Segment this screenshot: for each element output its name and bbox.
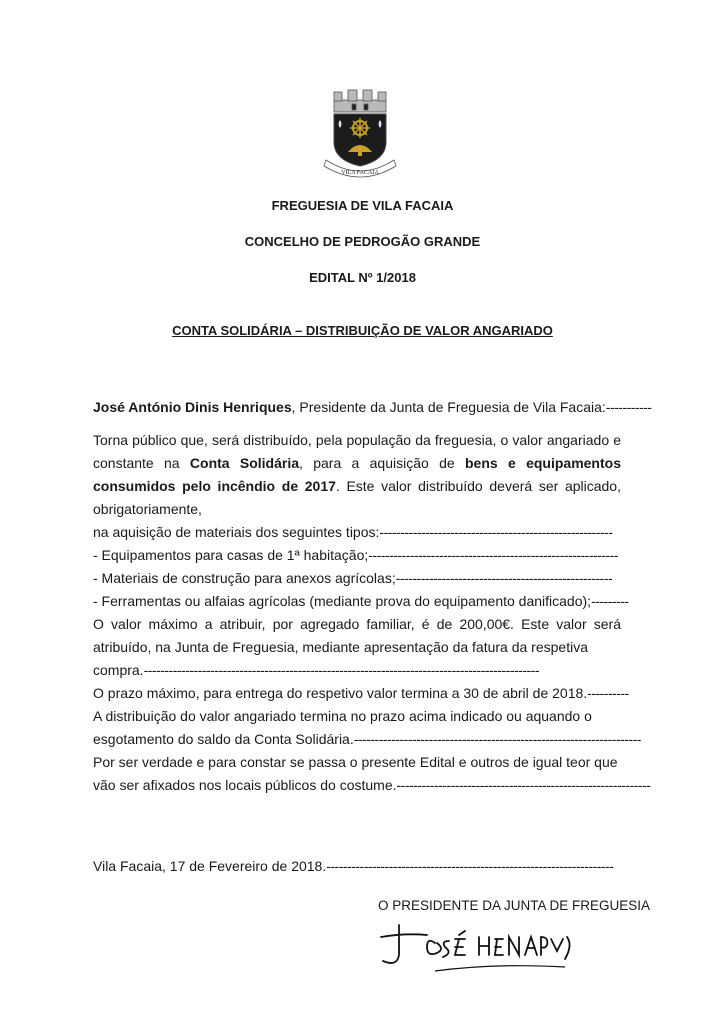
announcement-paragraph xyxy=(93,429,621,521)
subject-text: CONTA SOLIDÁRIA – DISTRIBUIÇÃO DE VALOR ANGARIADO xyxy=(172,323,553,338)
goods-description: bens e equipamentos consumidos pelo incêndio de 2017 xyxy=(93,455,621,494)
item-text: - Equipamentos para casas de 1ª habitação; xyxy=(93,547,369,563)
municipality-title: CONCELHO DE PEDROGÃO GRANDE xyxy=(244,234,481,249)
dash-fill: ------------------------------------------------------------- xyxy=(396,777,651,793)
distribution-paragraph: A distribuição do valor angariado termina no prazo acima indicado ou aquando o xyxy=(93,708,592,724)
closing-last-line xyxy=(93,774,651,797)
dash-fill: --------------------------------------------------------------------- xyxy=(326,858,614,874)
dash-fill: ----------- xyxy=(605,399,652,415)
dash-fill: --------- xyxy=(591,593,629,609)
closing-text: vão ser afixados nos locais públicos do costume. xyxy=(93,777,397,793)
deadline-text: O prazo máximo, para entrega do respetivo valor termina a 30 de abril de 2018. xyxy=(93,685,588,701)
max-value-last-line xyxy=(93,659,621,682)
distribution-text: esgotamento do saldo da Conta Solidária. xyxy=(93,731,354,747)
dash-fill: --------------------------------------------------------------------- xyxy=(353,731,641,747)
announcement-text: , para a aquisição de xyxy=(299,455,465,471)
signature xyxy=(375,915,575,975)
item-2 xyxy=(93,567,621,590)
item-text: - Ferramentas ou alfaias agrícolas (mediante prova do equipamento danificado); xyxy=(93,593,592,609)
max-value-text: compra. xyxy=(93,662,144,678)
subject-heading xyxy=(0,323,725,338)
announcement-text: . Este valor distribuído deverá ser aplicado, obrigatoriamente, xyxy=(93,478,621,517)
announcement-last-line xyxy=(93,521,621,544)
announcement-text: Torna público que, será distribuído, pela população da freguesia, o valor angariado e constante na xyxy=(93,432,621,471)
president-name: José António Dinis Henriques xyxy=(93,399,292,415)
max-value-paragraph: O valor máximo a atribuir, por agregado familiar, é de 200,00€. Este valor será atribuído, na Junta de Freguesia, mediante apresentação da fatura da respetiva xyxy=(93,616,621,655)
item-text: - Materiais de construção para anexos agrícolas; xyxy=(93,570,396,586)
intro-paragraph xyxy=(93,396,652,419)
mural-crown xyxy=(334,90,386,112)
crest-motto: VILA FACAIA xyxy=(341,170,379,176)
dash-fill: -------------------------------------------------------- xyxy=(379,524,613,540)
item-3 xyxy=(93,590,629,613)
deadline-line xyxy=(93,682,629,705)
distribution-last-line xyxy=(93,728,641,751)
closing-paragraph: Por ser verdade e para constar se passa o presente Edital e outros de igual teor que xyxy=(93,754,618,770)
dash-fill: ------------------------------------------------------------ xyxy=(368,547,618,563)
item-1 xyxy=(93,544,621,567)
edict-number: EDITAL Nº 1/2018 xyxy=(309,270,416,285)
dash-fill: ---------------------------------------------------- xyxy=(395,570,613,586)
parish-title: FREGUESIA DE VILA FACAIA xyxy=(271,198,454,213)
fund-name: Conta Solidária xyxy=(189,455,300,471)
announcement-text: na aquisição de materiais dos seguintes tipos: xyxy=(93,524,380,540)
place-date-text: Vila Facaia, 17 de Fevereiro de 2018. xyxy=(93,858,327,874)
edict-body xyxy=(93,396,652,797)
president-role: , Presidente da Junta de Freguesia de Vila Facaia: xyxy=(291,399,606,415)
coat-of-arms-icon xyxy=(318,86,402,182)
dash-fill: ---------- xyxy=(587,685,629,701)
place-date xyxy=(93,858,621,874)
dash-fill: ----------------------------------------------------------------------------------------------- xyxy=(143,662,539,678)
signatory-title: O PRESIDENTE DA JUNTA DE FREGUESIA xyxy=(378,898,651,913)
